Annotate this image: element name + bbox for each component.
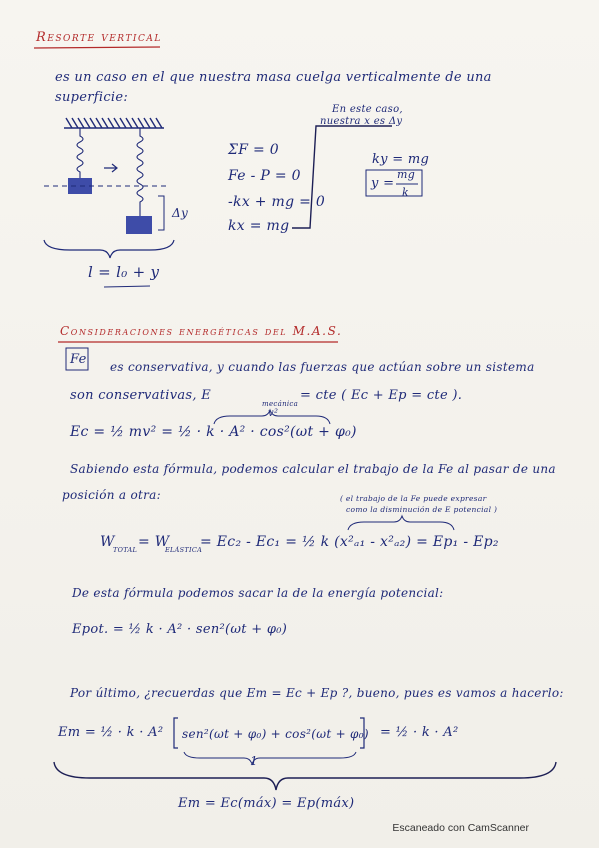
sabiendo-line-1: Sabiendo esta fórmula, podemos calcular el trabajo de la Fe al pasar de una	[70, 462, 556, 476]
section-title: Consideraciones energéticas del M.A.S.	[60, 324, 343, 338]
y-box	[366, 170, 422, 196]
w-formula-left: W	[100, 534, 115, 550]
v2-overbrace	[214, 410, 330, 424]
sabiendo-line-2: posición a otra:	[62, 488, 161, 502]
fe-box	[66, 348, 88, 370]
fe-text-subscript: mecánica	[262, 400, 299, 408]
w-formula-right: = Ec₂ - Ec₁ = ½ k (x²ₐ₁ - x²ₐ₂) = Ep₁ - Ep₂	[200, 534, 499, 550]
em-formula-left: Em = ½ · k · A²	[58, 725, 164, 740]
por-ultimo-line: Por último, ¿recuerdas que Em = Ec + Ep ?, bueno, pues es vamos a hacerlo:	[70, 686, 564, 700]
length-formula: l = l₀ + y	[88, 263, 160, 281]
fe-label: Fe	[70, 352, 87, 367]
diagram-brace	[44, 240, 174, 258]
mass-right	[126, 216, 152, 234]
de-esta-line: De esta fórmula podemos sacar la de la energía potencial:	[72, 586, 444, 600]
equation-sum-forces: ΣF = 0	[228, 142, 279, 158]
w-formula-mid: = W	[138, 534, 170, 550]
delta-y-bracket	[158, 196, 164, 230]
scanner-watermark: Escaneado con CamScanner	[392, 822, 529, 834]
equation-kx-eq-mg: kx = mg	[228, 218, 290, 234]
diagram-note-line-1: En este caso,	[332, 104, 403, 115]
y-box-lhs: y =	[371, 176, 395, 191]
spring-left	[77, 128, 83, 178]
em-left-square-bracket	[174, 718, 178, 748]
y-box-denominator: k	[402, 186, 409, 199]
final-formula: Em = Ec(máx) = Ep(máx)	[178, 796, 355, 811]
spring-right	[137, 128, 143, 216]
ep-overbrace	[348, 516, 454, 530]
fe-text-line-2: son conservativas, E	[70, 388, 212, 403]
v2-label: v²	[268, 408, 279, 419]
ky-equation: ky = mg	[372, 152, 430, 167]
fe-text-line-1: es conservativa, y cuando las fuerzas que actúan sobre un sistema	[110, 360, 535, 374]
intro-line-1: es un caso en el que nuestra masa cuelga verticalmente de una	[55, 70, 492, 85]
w-elastica-subscript: ELÁSTICA	[165, 546, 203, 554]
length-underline	[104, 286, 150, 287]
fe-text-tail: = cte ( Ec + Ep = cte ).	[300, 388, 463, 403]
intro-line-2: superficie:	[55, 90, 129, 105]
ceiling-hatch	[64, 118, 164, 128]
w-total-subscript: TOTAL	[113, 546, 138, 554]
ec-formula: Ec = ½ mv² = ½ · k · A² · cos²(ωt + φ₀)	[70, 424, 357, 440]
title-underline	[34, 47, 160, 48]
equation-kx-mg: -kx + mg = 0	[228, 194, 326, 210]
epot-formula: Epot. = ½ k · A² · sen²(ωt + φ₀)	[72, 622, 288, 637]
trabajo-note-line-1: ( el trabajo de la Fe puede expresar	[340, 494, 487, 503]
page-title: Resorte vertical	[36, 30, 162, 45]
delta-y-label: Δy	[172, 206, 189, 220]
y-box-numerator: mg	[397, 168, 416, 181]
em-right-square-bracket	[360, 718, 364, 748]
one-label: 1	[250, 754, 258, 768]
em-bracket-content: sen²(ωt + φ₀) + cos²(ωt + φ₀)	[182, 727, 369, 741]
trabajo-note-line-2: como la disminución de E potencial )	[346, 505, 498, 514]
motion-arrow	[104, 164, 117, 172]
final-big-brace	[54, 762, 556, 790]
equations-bracket	[292, 126, 395, 228]
diagram-note-line-2: nuestra x es Δy	[320, 116, 403, 127]
one-underbrace	[184, 752, 356, 764]
equation-fe-p: Fe - P = 0	[228, 168, 301, 184]
em-formula-right: = ½ · k · A²	[380, 725, 459, 740]
